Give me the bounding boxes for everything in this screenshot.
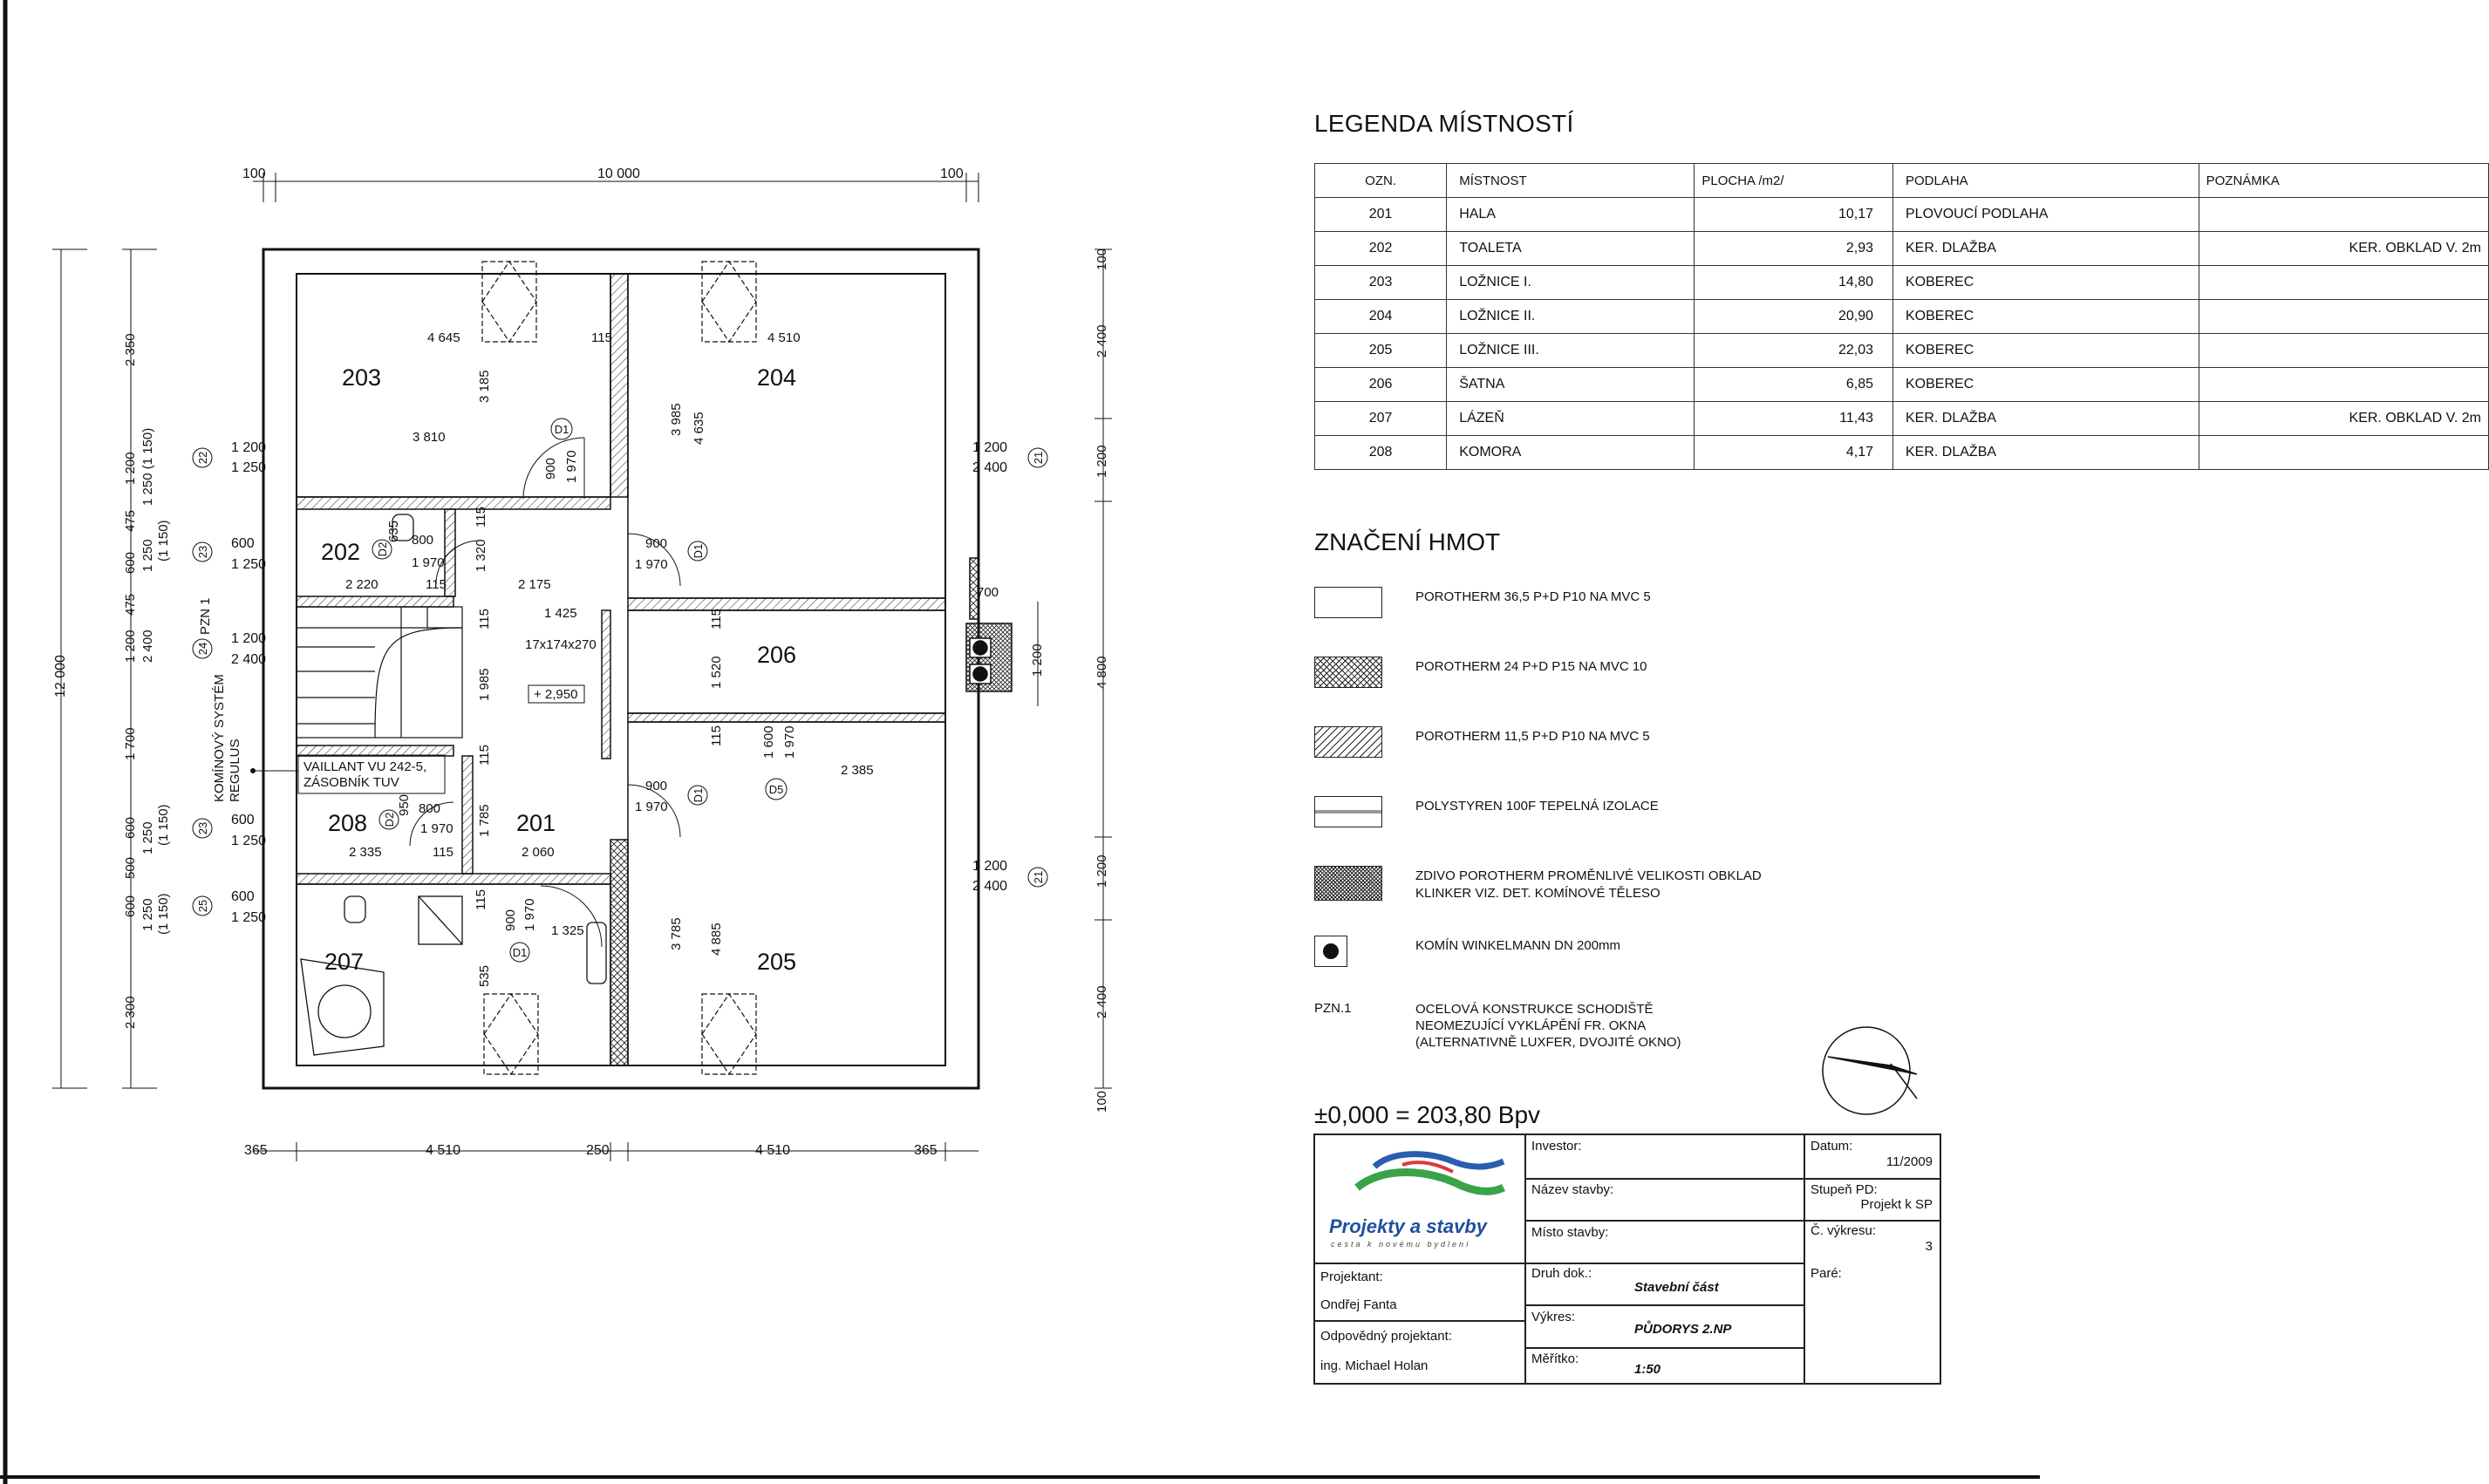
dim-115-e: 115 <box>709 609 724 630</box>
dim-left-1200b: 1 200 <box>123 630 138 663</box>
col-header-ozn: OZN. <box>1315 164 1447 198</box>
swatch-dense-crosshatch <box>1314 866 1382 901</box>
dim-left-inner-4: 2 400 <box>140 630 155 663</box>
dim-1970-d: 1 970 <box>782 725 797 759</box>
col-header-room: MÍSTNOST <box>1447 164 1695 198</box>
dim-115-h: 115 <box>709 725 724 746</box>
dim-left-inner-5: 1 250 <box>140 821 155 854</box>
cell-name: HALA <box>1447 198 1695 232</box>
cell-name: LÁZEŇ <box>1447 402 1695 436</box>
cell-area: 2,93 <box>1695 232 1893 266</box>
logo-swoosh-icon <box>1322 1142 1519 1221</box>
dim-2060: 2 060 <box>522 845 555 860</box>
cell-floor: PLOVOUCÍ PODLAHA <box>1893 198 2199 232</box>
swatch-crosshatch <box>1314 657 1382 688</box>
door-tag-d5: D5 <box>768 783 784 796</box>
dim-1970-f: 1 970 <box>420 821 453 836</box>
pzn-description <box>1415 1001 1681 1051</box>
cell-note <box>2199 436 2488 470</box>
window-23-a: 600 <box>231 536 255 551</box>
dim-bottom-4: 4 510 <box>755 1143 791 1158</box>
table-row <box>1315 402 2489 436</box>
stage-label: Stupeň PD: <box>1810 1182 1878 1197</box>
north-arrow-icon <box>1823 1027 1917 1114</box>
dim-900-c: 900 <box>645 779 668 793</box>
cell-note <box>2199 300 2488 334</box>
dim-4510: 4 510 <box>767 330 801 345</box>
chimney-block <box>966 558 1012 691</box>
window-tag-25: 25 <box>196 899 209 913</box>
dim-right-7: 100 <box>1094 1090 1109 1113</box>
dim-left-total: 12 000 <box>53 655 68 698</box>
date-label: Datum: <box>1810 1139 1853 1154</box>
dim-115-b: 115 <box>474 507 488 528</box>
drawing-number-value: 3 <box>1925 1239 1933 1254</box>
room-label-205: 205 <box>757 949 797 975</box>
dim-right-4: 4 800 <box>1094 656 1109 689</box>
scale-value: 1:50 <box>1634 1362 1661 1377</box>
table-row <box>1315 334 2489 368</box>
building-label: Název stavby: <box>1531 1182 1614 1197</box>
dim-635: 635 <box>386 520 401 542</box>
material-label: POROTHERM 36,5 P+D P10 NA MVC 5 <box>1415 589 1651 604</box>
dim-left-475b: 475 <box>123 593 138 616</box>
doc-type-label: Druh dok.: <box>1531 1266 1592 1281</box>
window-24-b: 2 400 <box>231 652 267 667</box>
door-tag-d1-c: D1 <box>692 787 705 803</box>
dim-115-a: 115 <box>591 330 612 345</box>
cell-num: 207 <box>1315 402 1447 436</box>
drawing-number-label: Č. výkresu: <box>1810 1223 1877 1238</box>
dim-right-6: 2 400 <box>1094 985 1109 1018</box>
door-tag-d1-b: D1 <box>692 543 705 559</box>
dim-1600: 1 600 <box>761 725 776 759</box>
dim-2220: 2 220 <box>345 577 378 592</box>
door-tag-d2-b: D2 <box>383 812 396 827</box>
dim-left-inner-1: 1 250 (1 150) <box>140 427 155 506</box>
dim-bottom-1: 365 <box>244 1143 268 1158</box>
dim-2175: 2 175 <box>518 577 551 592</box>
cell-note: KER. OBKLAD V. 2m <box>2199 402 2488 436</box>
dim-left-inner-8: (1 150) <box>156 893 171 935</box>
window-23-b: 1 250 <box>231 557 267 572</box>
dim-top-left: 100 <box>242 167 266 181</box>
window-21b-b: 2 400 <box>972 879 1008 894</box>
dim-1985: 1 985 <box>477 668 492 701</box>
dim-3785: 3 785 <box>669 917 684 950</box>
window-21-b: 2 400 <box>972 460 1008 475</box>
dim-3985: 3 985 <box>669 403 684 436</box>
room-label-201: 201 <box>516 810 556 836</box>
material-label: POROTHERM 11,5 P+D P10 NA MVC 5 <box>1415 729 1650 744</box>
window-tag-24: 24 <box>196 642 209 656</box>
dim-left-600b: 600 <box>123 816 138 839</box>
cell-area: 6,85 <box>1695 368 1893 402</box>
stair-spec: 17x174x270 <box>525 637 597 652</box>
dim-left-600: 600 <box>123 551 138 574</box>
responsible-name: ing. Michael Holan <box>1320 1358 1429 1373</box>
dim-right-3: 1 200 <box>1094 445 1109 478</box>
dim-115-c: 115 <box>426 577 447 592</box>
room-label-204: 204 <box>757 364 797 391</box>
dim-535: 535 <box>477 964 492 987</box>
swatch-plain <box>1314 587 1382 618</box>
window-tag-23: 23 <box>196 545 209 559</box>
cell-name: LOŽNICE I. <box>1447 266 1695 300</box>
dim-left-1200: 1 200 <box>123 452 138 485</box>
dim-2385: 2 385 <box>841 763 874 778</box>
dim-left-500: 500 <box>123 856 138 879</box>
table-row <box>1315 300 2489 334</box>
dim-1970-g: 1 970 <box>522 898 537 931</box>
scale-label: Měřítko: <box>1531 1351 1579 1366</box>
site-label: Místo stavby: <box>1531 1225 1609 1240</box>
material-label: POLYSTYREN 100F TEPELNÁ IZOLACE <box>1415 799 1659 813</box>
swatch-diagonal <box>1314 726 1382 758</box>
cell-area: 22,03 <box>1695 334 1893 368</box>
dim-left-2350: 2 350 <box>123 333 138 366</box>
dim-900-d: 900 <box>503 909 518 931</box>
cell-area: 14,80 <box>1695 266 1893 300</box>
window-23b-a: 600 <box>231 813 255 827</box>
window-22-a: 1 200 <box>231 440 267 455</box>
dim-4885: 4 885 <box>709 922 724 956</box>
cell-floor: KOBEREC <box>1893 300 2199 334</box>
cell-floor: KOBEREC <box>1893 334 2199 368</box>
material-label: POROTHERM 24 P+D P15 NA MVC 10 <box>1415 659 1647 674</box>
window-21b-a: 1 200 <box>972 859 1008 874</box>
dim-left-475: 475 <box>123 509 138 532</box>
col-header-area: PLOCHA /m2/ <box>1695 164 1893 198</box>
dim-3810: 3 810 <box>413 430 446 445</box>
cell-name: KOMORA <box>1447 436 1695 470</box>
dim-1970-b: 1 970 <box>412 555 445 570</box>
cell-num: 205 <box>1315 334 1447 368</box>
dim-left-inner-3: (1 150) <box>156 520 171 562</box>
cell-num: 206 <box>1315 368 1447 402</box>
dim-right-2: 2 400 <box>1094 324 1109 357</box>
investor-label: Investor: <box>1531 1139 1582 1154</box>
materials-title: ZNAČENÍ HMOT <box>1314 528 1501 555</box>
door-tag-d1-a: D1 <box>554 423 569 436</box>
dim-top-right: 100 <box>940 167 964 181</box>
pzn-line: OCELOVÁ KONSTRUKCE SCHODIŠTĚ <box>1415 1002 1654 1017</box>
table-row <box>1315 368 2489 402</box>
dim-left-1700: 1 700 <box>123 727 138 760</box>
dim-1785: 1 785 <box>477 804 492 837</box>
dim-1320: 1 320 <box>474 539 488 572</box>
staircase <box>297 607 462 738</box>
cell-floor: KOBEREC <box>1893 368 2199 402</box>
cell-area: 10,17 <box>1695 198 1893 232</box>
pzn-line: NEOMEZUJÍCÍ VYKLÁPĚNÍ FR. OKNA <box>1415 1018 1647 1033</box>
room-legend-table <box>1314 163 2489 470</box>
window-tag-21b: 21 <box>1032 870 1045 884</box>
logo-tagline: cesta k novému bydlení <box>1331 1240 1471 1249</box>
cell-num: 202 <box>1315 232 1447 266</box>
dim-1520: 1 520 <box>709 656 724 689</box>
cell-name: LOŽNICE II. <box>1447 300 1695 334</box>
cell-name: LOŽNICE III. <box>1447 334 1695 368</box>
chimney-note: KOMÍNOVÝ SYSTÉM <box>212 674 227 802</box>
table-header-row <box>1315 164 2489 198</box>
pzn-tag: PZN 1 <box>198 597 213 635</box>
logo-text: Projekty a stavby <box>1329 1215 1487 1237</box>
dim-4645: 4 645 <box>427 330 460 345</box>
cell-num: 201 <box>1315 198 1447 232</box>
door-tag-d1-d: D1 <box>512 946 528 959</box>
dim-1325: 1 325 <box>551 923 584 938</box>
cell-floor: KER. DLAŽBA <box>1893 232 2199 266</box>
designer-label: Projektant: <box>1320 1270 1383 1284</box>
cell-area: 4,17 <box>1695 436 1893 470</box>
dim-4635: 4 635 <box>692 412 706 445</box>
dim-left-inner-6: (1 150) <box>156 804 171 846</box>
cell-floor: KER. DLAŽBA <box>1893 436 2199 470</box>
table-row <box>1315 436 2489 470</box>
table-row <box>1315 232 2489 266</box>
door-tag-d2-a: D2 <box>376 541 389 557</box>
window-25-b: 1 250 <box>231 910 267 925</box>
pzn-line: (ALTERNATIVNĚ LUXFER, DVOJITÉ OKNO) <box>1415 1035 1681 1050</box>
stage-value: Projekt k SP <box>1860 1197 1933 1212</box>
window-tag-21: 21 <box>1032 451 1045 465</box>
cell-note <box>2199 334 2488 368</box>
table-row <box>1315 266 2489 300</box>
drawing-label: Výkres: <box>1531 1310 1576 1324</box>
cell-num: 204 <box>1315 300 1447 334</box>
dim-1970-a: 1 970 <box>564 450 579 483</box>
dim-1200-chimney: 1 200 <box>1030 643 1045 677</box>
dim-left-inner-7: 1 250 <box>140 898 155 931</box>
dim-900-b: 900 <box>645 536 668 551</box>
window-25-a: 600 <box>231 889 255 904</box>
col-header-note: POZNÁMKA <box>2199 164 2488 198</box>
table-row <box>1315 198 2489 232</box>
pzn-label: PZN.1 <box>1314 1001 1352 1016</box>
dim-1970-c: 1 970 <box>635 557 668 572</box>
room-label-206: 206 <box>757 642 797 668</box>
dim-left-600c: 600 <box>123 895 138 917</box>
dim-1970-e: 1 970 <box>635 800 668 814</box>
dim-1425: 1 425 <box>544 606 577 621</box>
room-label-202: 202 <box>321 539 361 565</box>
responsible-label: Odpovědný projektant: <box>1320 1329 1452 1344</box>
date-value: 11/2009 <box>1886 1154 1933 1169</box>
elevation-reference: ±0,000 = 203,80 Bpv <box>1314 1101 1541 1128</box>
dim-115-g: 115 <box>474 889 488 910</box>
dim-bottom-2: 4 510 <box>426 1143 461 1158</box>
cell-name: TOALETA <box>1447 232 1695 266</box>
chimney-note: REGULUS <box>228 739 242 802</box>
cell-num: 208 <box>1315 436 1447 470</box>
cell-note <box>2199 368 2488 402</box>
dim-top-total: 10 000 <box>597 167 640 181</box>
cell-name: ŠATNA <box>1447 368 1695 402</box>
dim-right-5: 1 200 <box>1094 854 1109 888</box>
swatch-insulation <box>1314 796 1382 827</box>
cell-floor: KER. DLAŽBA <box>1893 402 2199 436</box>
title-block <box>1313 1133 1941 1385</box>
dim-115-f: 115 <box>433 845 453 860</box>
room-label-203: 203 <box>342 364 382 391</box>
window-24-a: 1 200 <box>231 631 267 646</box>
material-label: ZDIVO POROTHERM PROMĚNLIVÉ VELIKOSTI OBKLAD KLINKER VIZ. DET. KOMÍNOVÉ TĚLESO <box>1415 868 1762 901</box>
cell-floor: KOBEREC <box>1893 266 2199 300</box>
window-tag-22: 22 <box>196 451 209 465</box>
dim-right-1: 100 <box>1094 248 1109 270</box>
cell-area: 20,90 <box>1695 300 1893 334</box>
designer-name: Ondřej Fanta <box>1320 1297 1397 1312</box>
cell-note <box>2199 198 2488 232</box>
company-logo <box>1322 1142 1519 1256</box>
level-mark: + 2,950 <box>534 687 578 702</box>
room-label-207: 207 <box>324 949 365 975</box>
dim-115-i: 115 <box>477 745 492 766</box>
boiler-note: VAILLANT VU 242-5, <box>303 759 427 774</box>
chimney-icon <box>1314 936 1347 967</box>
dim-115-d: 115 <box>477 609 492 630</box>
dim-800-b: 800 <box>419 801 441 816</box>
cell-note <box>2199 266 2488 300</box>
doc-type-value: Stavební část <box>1634 1280 1719 1295</box>
dim-bottom-3: 250 <box>586 1143 610 1158</box>
col-header-floor: PODLAHA <box>1893 164 2199 198</box>
dimension-lines <box>52 173 1112 1161</box>
copies-label: Paré: <box>1810 1266 1842 1281</box>
dim-700: 700 <box>977 585 999 600</box>
dim-800-a: 800 <box>412 533 434 548</box>
drawing-value: PŮDORYS 2.NP <box>1634 1322 1732 1337</box>
dim-950: 950 <box>397 793 412 816</box>
window-22-b: 1 250 <box>231 460 267 475</box>
window-23b-b: 1 250 <box>231 834 267 848</box>
cell-num: 203 <box>1315 266 1447 300</box>
room-label-208: 208 <box>328 810 368 836</box>
cell-area: 11,43 <box>1695 402 1893 436</box>
interior-walls <box>297 274 945 1065</box>
dim-900-a: 900 <box>543 457 558 480</box>
dim-left-2300: 2 300 <box>123 996 138 1029</box>
material-label: KOMÍN WINKELMANN DN 200mm <box>1415 938 1621 953</box>
dim-left-inner-2: 1 250 <box>140 539 155 572</box>
cell-note: KER. OBKLAD V. 2m <box>2199 232 2488 266</box>
room-legend-title: LEGENDA MÍSTNOSTÍ <box>1314 110 1574 137</box>
dim-bottom-5: 365 <box>914 1143 938 1158</box>
boiler-note: ZÁSOBNÍK TUV <box>303 775 399 790</box>
dim-3185: 3 185 <box>477 370 492 403</box>
window-21-a: 1 200 <box>972 440 1008 455</box>
dim-2335: 2 335 <box>349 845 382 860</box>
window-tag-23b: 23 <box>196 821 209 835</box>
